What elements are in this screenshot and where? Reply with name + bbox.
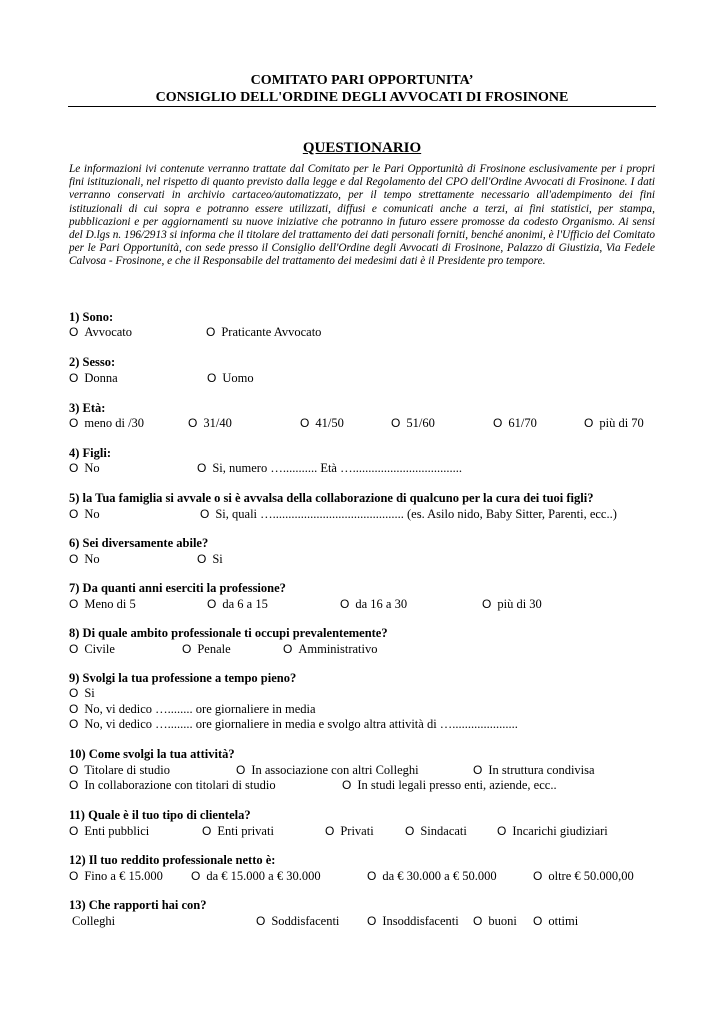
radio-circle-icon: O (533, 914, 543, 928)
radio-circle-icon: O (69, 552, 79, 566)
q3-option-2[interactable]: O 31/40 (188, 416, 232, 430)
radio-circle-icon: O (340, 597, 350, 611)
q1-option-praticante[interactable]: O Praticante Avvocato (206, 325, 322, 339)
radio-circle-icon: O (69, 702, 79, 716)
q10-option-titolare[interactable]: O Titolare di studio (69, 763, 171, 777)
radio-circle-icon: O (405, 824, 415, 838)
q13-option-2[interactable]: O Insoddisfacenti (367, 914, 459, 928)
radio-circle-icon: O (69, 325, 79, 339)
q3-option-6[interactable]: O più di 70 (584, 416, 644, 430)
radio-circle-icon: O (188, 416, 198, 430)
radio-circle-icon: O (69, 461, 79, 475)
q6-option-no[interactable]: O No (69, 552, 100, 566)
header-line-2: CONSIGLIO DELL'ORDINE DEGLI AVVOCATI DI FROSINONE (155, 90, 569, 105)
radio-circle-icon: O (197, 552, 207, 566)
question-4: 4) Figli: (69, 446, 112, 460)
q7-option-3[interactable]: O da 16 a 30 (340, 597, 408, 611)
q3-option-5[interactable]: O 61/70 (493, 416, 537, 430)
radio-circle-icon: O (473, 914, 483, 928)
radio-circle-icon: O (206, 325, 216, 339)
question-13: 13) Che rapporti hai con? (69, 898, 207, 912)
q11-option-1[interactable]: O Enti pubblici (69, 824, 150, 838)
radio-circle-icon: O (197, 461, 207, 475)
radio-circle-icon: O (69, 778, 79, 792)
q8-option-civile[interactable]: O Civile (69, 642, 115, 656)
q11-option-3[interactable]: O Privati (325, 824, 374, 838)
q7-option-4[interactable]: O più di 30 (482, 597, 542, 611)
question-11: 11) Quale è il tuo tipo di clientela? (69, 808, 251, 822)
q10-option-collaborazione[interactable]: O In collaborazione con titolari di studio (69, 778, 276, 792)
q7-option-2[interactable]: O da 6 a 15 (207, 597, 268, 611)
q7-option-1[interactable]: O Meno di 5 (69, 597, 136, 611)
radio-circle-icon: O (69, 642, 79, 656)
question-5: 5) la Tua famiglia si avvale o si è avvalsa della collaborazione di qualcuno per la cura dei tuoi figli? (69, 491, 594, 505)
header-line-1: COMITATO PARI OPPORTUNITA’ (250, 73, 474, 88)
q13-option-3[interactable]: O buoni (473, 914, 517, 928)
radio-circle-icon: O (367, 869, 377, 883)
q4-option-no[interactable]: O No (69, 461, 100, 475)
radio-circle-icon: O (69, 717, 79, 731)
question-6: 6) Sei diversamente abile? (69, 536, 209, 550)
radio-circle-icon: O (283, 642, 293, 656)
question-10: 10) Come svolgi la tua attività? (69, 747, 235, 761)
q4-option-si[interactable]: O Si, numero …........... Età …................................... (197, 461, 462, 475)
radio-circle-icon: O (325, 824, 335, 838)
radio-circle-icon: O (69, 686, 79, 700)
radio-circle-icon: O (191, 869, 201, 883)
q2-option-uomo[interactable]: O Uomo (207, 371, 254, 385)
radio-circle-icon: O (256, 914, 266, 928)
radio-circle-icon: O (207, 597, 217, 611)
q12-option-3[interactable]: O da € 30.000 a € 50.000 (367, 869, 497, 883)
radio-circle-icon: O (391, 416, 401, 430)
q5-option-no[interactable]: O No (69, 507, 100, 521)
radio-circle-icon: O (69, 416, 79, 430)
q3-option-4[interactable]: O 51/60 (391, 416, 435, 430)
document-title: QUESTIONARIO (302, 140, 422, 156)
radio-circle-icon: O (342, 778, 352, 792)
radio-circle-icon: O (69, 371, 79, 385)
radio-circle-icon: O (236, 763, 246, 777)
q10-option-studi-legali[interactable]: O In studi legali presso enti, aziende, ecc.. (342, 778, 557, 792)
q12-option-2[interactable]: O da € 15.000 a € 30.000 (191, 869, 321, 883)
q9-option-no-2[interactable]: O No, vi dedico …........ ore giornaliere in media e svolgo altra attività di …..................... (69, 717, 518, 731)
q9-option-si[interactable]: O Si (69, 686, 95, 700)
q11-option-4[interactable]: O Sindacati (405, 824, 467, 838)
radio-circle-icon: O (533, 869, 543, 883)
q1-option-avvocato[interactable]: O Avvocato (69, 325, 133, 339)
q3-option-1[interactable]: O meno di /30 (69, 416, 145, 430)
q13-row-label: Colleghi (72, 914, 116, 928)
q11-option-2[interactable]: O Enti privati (202, 824, 274, 838)
q5-option-si[interactable]: O Si, quali ….......................................... (es. Asilo nido, Baby Sitter, Parenti, ecc..) (200, 507, 617, 521)
radio-circle-icon: O (473, 763, 483, 777)
radio-circle-icon: O (207, 371, 217, 385)
q13-option-4[interactable]: O ottimi (533, 914, 579, 928)
radio-circle-icon: O (497, 824, 507, 838)
q10-option-struttura[interactable]: O In struttura condivisa (473, 763, 595, 777)
question-7: 7) Da quanti anni eserciti la professione? (69, 581, 286, 595)
question-8: 8) Di quale ambito professionale ti occupi prevalentemente? (69, 626, 388, 640)
q8-option-amministrativo[interactable]: O Amministrativo (283, 642, 378, 656)
q11-option-5[interactable]: O Incarichi giudiziari (497, 824, 608, 838)
radio-circle-icon: O (584, 416, 594, 430)
question-12: 12) Il tuo reddito professionale netto è: (69, 853, 276, 867)
q2-option-donna[interactable]: O Donna (69, 371, 118, 385)
radio-circle-icon: O (202, 824, 212, 838)
question-2: 2) Sesso: (69, 355, 116, 369)
q12-option-4[interactable]: O oltre € 50.000,00 (533, 869, 634, 883)
header-divider (68, 106, 656, 107)
radio-circle-icon: O (69, 869, 79, 883)
question-3: 3) Età: (69, 401, 106, 415)
q13-option-1[interactable]: O Soddisfacenti (256, 914, 340, 928)
question-1: 1) Sono: (69, 310, 114, 324)
radio-circle-icon: O (367, 914, 377, 928)
radio-circle-icon: O (200, 507, 210, 521)
question-9: 9) Svolgi la tua professione a tempo pieno? (69, 671, 297, 685)
q10-option-associazione[interactable]: O In associazione con altri Colleghi (236, 763, 419, 777)
radio-circle-icon: O (69, 763, 79, 777)
q3-option-3[interactable]: O 41/50 (300, 416, 344, 430)
q6-option-si[interactable]: O Si (197, 552, 223, 566)
radio-circle-icon: O (69, 597, 79, 611)
q9-option-no-1[interactable]: O No, vi dedico …........ ore giornaliere in media (69, 702, 316, 716)
radio-circle-icon: O (69, 824, 79, 838)
radio-circle-icon: O (69, 507, 79, 521)
q12-option-1[interactable]: O Fino a € 15.000 (69, 869, 163, 883)
radio-circle-icon: O (493, 416, 503, 430)
radio-circle-icon: O (182, 642, 192, 656)
radio-circle-icon: O (482, 597, 492, 611)
radio-circle-icon: O (300, 416, 310, 430)
q8-option-penale[interactable]: O Penale (182, 642, 231, 656)
privacy-notice: Le informazioni ivi contenute verranno trattate dal Comitato per le Pari Opportunità di Frosinone esclusivamente per i propri fini istituzionali, nel rispetto di quanto previsto dalla legge e dal Regolamento del CPO dell'Ordine Avvocati di Frosinone. I dati verranno conservati in archivio cartaceo/automatizzato, per il tempo strettamente necessario all'adempimento dei fini istituzionali di cui sopra e potranno essere utilizzati, diffusi e comunicati anche a terzi, ai fini statistici, per stampa, pubblicazioni e per aggiornamenti su nuove iniziative che potranno in futuro essere promosse da codesto Organismo. Ai sensi del D.lgs n. 196/2913 si informa che il titolare del trattamento dei dati personali forniti, benché anonimi, è l'Ufficio del Comitato per le Pari Opportunità, con sede presso il Consiglio dell'Ordine degli Avvocati di Frosinone, Palazzo di Giustizia, Via Fedele Calvosa - Frosinone, e che il Responsabile del trattamento dei medesimi dati è il Presidente pro tempore. (69, 163, 655, 268)
